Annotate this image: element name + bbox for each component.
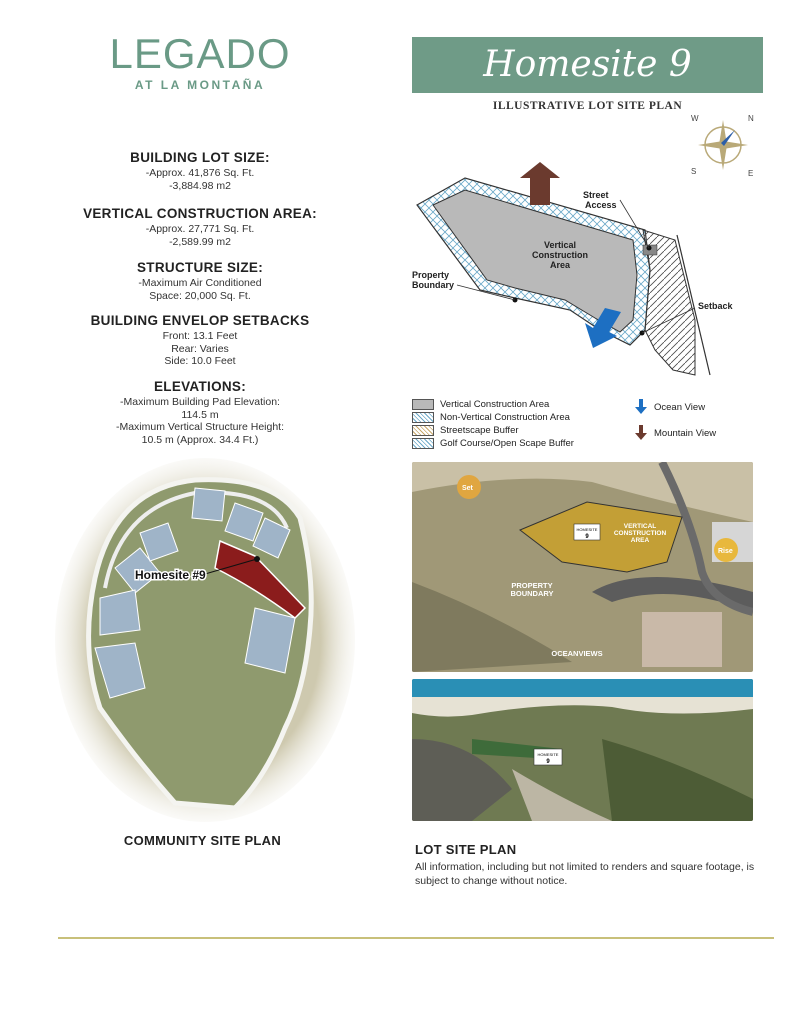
spec-line: -3,884.98 m2 bbox=[169, 179, 231, 192]
legend-label: Ocean View bbox=[654, 401, 706, 413]
coast-homesite-num: 9 bbox=[546, 759, 550, 765]
aerial-homesite-num: 9 bbox=[585, 534, 589, 540]
legend-label: Non-Vertical Construction Area bbox=[440, 412, 570, 423]
spec-title: BUILDING ENVELOP SETBACKS bbox=[90, 313, 310, 328]
aerial-homesite-label: HOMESITE bbox=[576, 527, 598, 532]
spec-line: -Maximum Vertical Structure Height: bbox=[115, 421, 285, 433]
golf-swatch-icon bbox=[412, 438, 434, 449]
spec-line: -2,589.99 m2 bbox=[169, 235, 231, 248]
spec-line: -Maximum Building Pad Elevation: bbox=[120, 396, 280, 408]
street-label-2: Access bbox=[585, 200, 617, 210]
spec-line: Space: 20,000 Sq. Ft. bbox=[149, 289, 251, 302]
aerial-property-1: PROPERTY bbox=[511, 581, 553, 590]
legend-ocean-view bbox=[634, 397, 764, 417]
spec-line: 10.5 m (Approx. 34.4 Ft.) bbox=[141, 433, 259, 446]
spec-vertical-area bbox=[40, 206, 360, 248]
legend bbox=[412, 398, 642, 450]
vertical-label-2: Construction bbox=[532, 250, 588, 260]
spec-line: 114.5 m bbox=[181, 408, 219, 421]
spec-setbacks bbox=[40, 313, 360, 368]
page-title: Homesite 9 bbox=[483, 44, 692, 85]
aerial-photo-coast bbox=[412, 679, 753, 821]
aerial-vertical-2: CONSTRUCTION bbox=[613, 530, 667, 537]
crosshatch-swatch-icon bbox=[412, 412, 434, 423]
legend-mountain-view bbox=[634, 423, 764, 443]
brand-tagline: AT LA MONTAÑA bbox=[134, 78, 266, 92]
legend-item bbox=[412, 398, 642, 411]
spec-line: -Approx. 41,876 Sq. Ft. bbox=[145, 167, 255, 179]
legend-label: Golf Course/Open Scape Buffer bbox=[440, 438, 574, 449]
spec-line: -Approx. 27,771 Sq. Ft. bbox=[145, 223, 255, 235]
spec-elevations bbox=[40, 379, 360, 446]
street-label-1: Street bbox=[583, 190, 609, 200]
lot-caption: LOT SITE PLAN bbox=[415, 842, 517, 857]
spec-line: -Maximum Air Conditioned bbox=[138, 277, 262, 289]
spec-title: VERTICAL CONSTRUCTION AREA: bbox=[83, 206, 317, 221]
aerial-property-2: BOUNDARY bbox=[510, 589, 554, 598]
disclaimer-text: All information, including but not limited to renders and square footage, is subject to change without notice. bbox=[415, 861, 755, 887]
spec-structure-size bbox=[40, 260, 360, 302]
compass-w: W bbox=[691, 114, 699, 123]
legend-label: Vertical Construction Area bbox=[440, 399, 550, 410]
legend-item bbox=[412, 424, 642, 437]
property-label-1: Property bbox=[412, 270, 450, 280]
mountain-view-arrow-icon bbox=[634, 425, 648, 441]
spec-title: ELEVATIONS: bbox=[153, 379, 247, 394]
vertical-label-3: Area bbox=[549, 260, 571, 270]
aerial-ocean-label: OCEANVIEWS bbox=[551, 649, 603, 658]
community-caption: COMMUNITY SITE PLAN bbox=[123, 833, 282, 848]
property-label-2: Boundary bbox=[412, 280, 455, 290]
compass-e: E bbox=[748, 169, 754, 178]
aerial-vertical-1: VERTICAL bbox=[623, 523, 657, 530]
brand-logo: LEGADO bbox=[109, 30, 291, 77]
spec-title: BUILDING LOT SIZE: bbox=[130, 150, 270, 165]
lot-site-plan-diagram bbox=[405, 160, 765, 385]
spec-line: Rear: Varies bbox=[171, 342, 229, 355]
legend-item bbox=[412, 411, 642, 424]
streetscape-swatch-icon bbox=[412, 425, 434, 436]
compass-n: N bbox=[748, 114, 754, 123]
gray-swatch-icon bbox=[412, 399, 434, 410]
coast-homesite-label: HOMESITE bbox=[537, 752, 559, 757]
community-site-plan-map bbox=[55, 458, 355, 823]
spec-title: STRUCTURE SIZE: bbox=[137, 260, 263, 275]
aerial-set-label: Set bbox=[462, 485, 473, 492]
aerial-vertical-3: AREA bbox=[630, 537, 650, 544]
aerial-photo-lot bbox=[412, 462, 753, 672]
footer-divider bbox=[58, 937, 774, 939]
ocean-view-arrow-icon bbox=[634, 399, 648, 415]
setback-label: Setback bbox=[698, 301, 733, 311]
vertical-label-1: Vertical bbox=[543, 240, 577, 250]
spec-line: Front: 13.1 Feet bbox=[162, 330, 238, 342]
homesite-marker-label: Homesite #9 bbox=[135, 568, 206, 582]
aerial-rise-label: Rise bbox=[718, 548, 733, 555]
plan-subtitle: ILLUSTRATIVE LOT SITE PLAN bbox=[492, 100, 683, 112]
view-legend bbox=[634, 397, 764, 443]
legend-label: Streetscape Buffer bbox=[440, 425, 519, 436]
legend-item bbox=[412, 437, 642, 450]
compass-s: S bbox=[691, 167, 697, 176]
spec-line: Side: 10.0 Feet bbox=[164, 355, 236, 367]
spec-lot-size bbox=[40, 150, 360, 192]
legend-label: Mountain View bbox=[654, 427, 717, 439]
